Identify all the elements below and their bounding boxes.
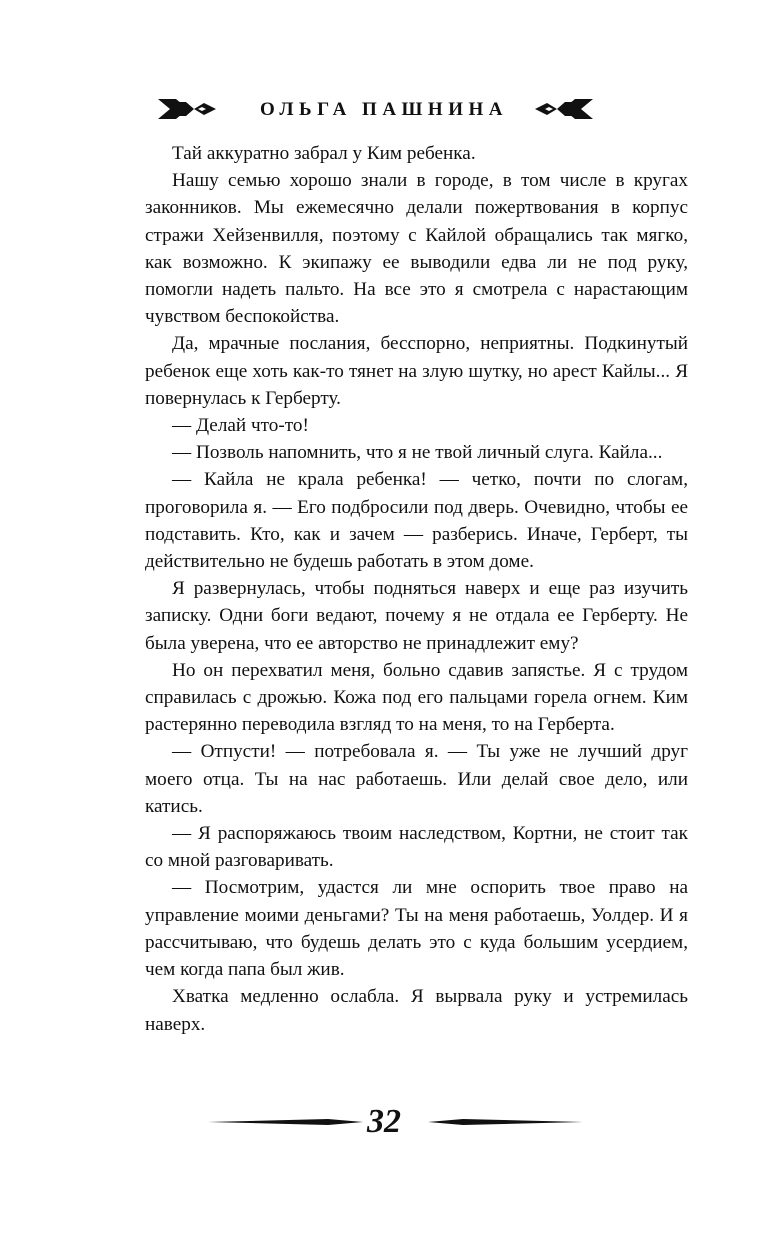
- running-header: [0, 94, 768, 126]
- page-number: 32: [367, 1103, 401, 1140]
- paragraph: Тай аккуратно забрал у Ким ребенка.: [172, 143, 476, 164]
- paragraph: — Посмотрим, удастся ли мне оспорить твое право на управление моими деньгами? Ты на меня работаешь, Уолдер. И я рассчитываю, что будешь делать это с куда большим усердием, чем когда папа был жив.: [145, 877, 688, 981]
- footer-rule-right: [428, 1117, 583, 1127]
- author-name: ОЛЬГА ПАШНИНА: [260, 99, 508, 120]
- paragraph: Хватка медленно ослабла. Я вырвала руку и устремилась наверх.: [145, 986, 688, 1035]
- paragraph: — Отпусти! — потребовала я. — Ты уже не лучший друг моего отца. Ты на нас работаешь. Или делай свое дело, или катись.: [145, 741, 688, 817]
- paragraph: Нашу семью хорошо знали в городе, в том числе в кругах законников. Мы ежемесячно делали пожертвования в корпус стражи Хейзенвилля, поэтому с Кайлой обращались так мягко, как возможно. К экипажу ее выводили едва ли не под руку, помогли надеть пальто. На все это я смотрела с нарастающим чувством беспокойства.: [145, 170, 688, 328]
- paragraph: — Я распоряжаюсь твоим наследством, Кортни, не стоит так со мной разговаривать.: [145, 823, 688, 872]
- paragraph: Да, мрачные послания, бесспорно, неприятны. Подкинутый ребенок еще хоть как-то тянет на злую шутку, но арест Кайлы... Я повернулась к Герберту.: [145, 333, 688, 409]
- paragraph: Я развернулась, чтобы подняться наверх и еще раз изучить записку. Одни боги ведают, почему я не отдала ее Герберту. Не была уверена, что ее авторство не принадлежит ему?: [145, 578, 688, 654]
- paragraph: Но он перехватил меня, больно сдавив запястье. Я с трудом справилась с дрожью. Кожа под его пальцами горела огнем. Ким растерянно переводила взгляд то на меня, то на Герберта.: [145, 659, 688, 736]
- page-footer: [0, 1100, 768, 1150]
- paragraph: — Позволь напомнить, что я не твой личный слуга. Кайла...: [172, 442, 663, 464]
- paragraph: — Кайла не крала ребенка! — четко, почти по слогам, проговорила я. — Его подбросили под дверь. Очевидно, чтобы ее подставить. Кто, как и зачем — разберись. Иначе, Герберт, ты действительно не будешь работать в этом доме.: [145, 469, 688, 573]
- body-text: [145, 140, 688, 1038]
- paragraph: — Делай что-то!: [172, 415, 309, 437]
- ornament-icon: [535, 97, 593, 121]
